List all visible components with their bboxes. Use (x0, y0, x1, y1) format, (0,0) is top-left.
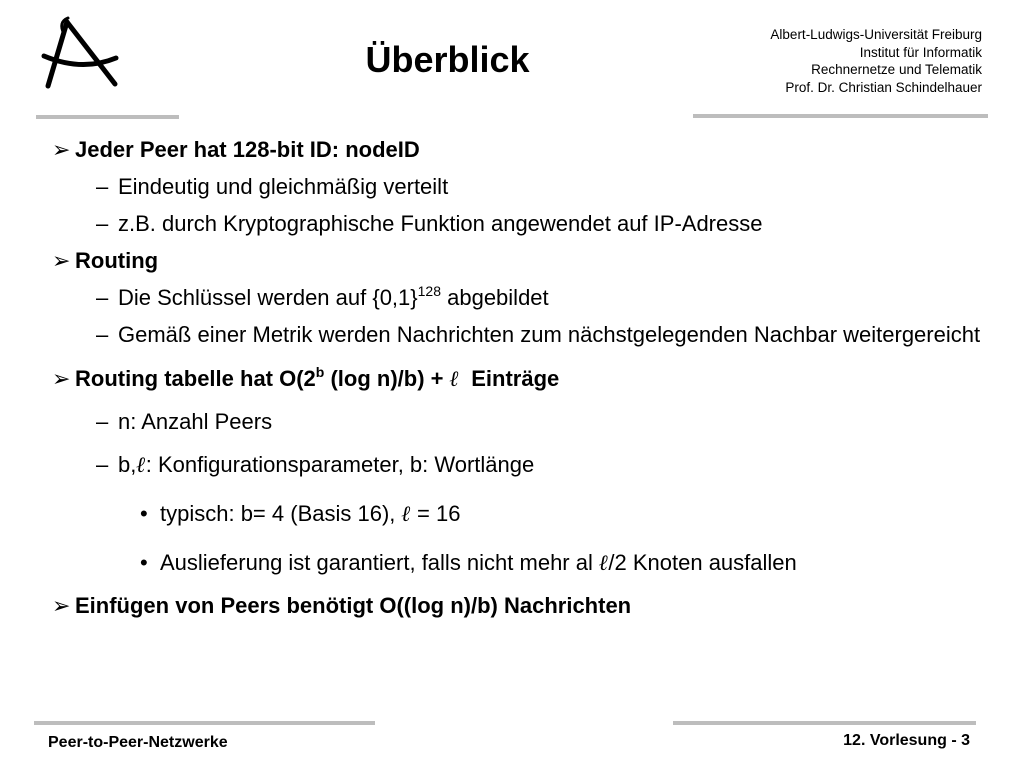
ell-symbol: ℓ (449, 366, 460, 392)
arrow-bullet-icon: ➢ (52, 366, 71, 391)
dash-bullet-icon: – (96, 211, 109, 236)
sub-bullet-distribution-text: Eindeutig und gleichmäßig verteilt (118, 174, 449, 199)
university-name: Albert-Ludwigs-Universität Freiburg (770, 27, 982, 42)
bullet-routing-table (52, 365, 992, 393)
config-text-pre: b, (118, 452, 137, 477)
dot-bullet-icon: • (140, 550, 148, 575)
sub-bullet-crypto-text: z.B. durch Kryptographische Funktion angewendet auf IP-Adresse (118, 211, 763, 236)
sub-bullet-metric (52, 321, 988, 349)
sub-bullet-metric-text: Gemäß einer Metrik werden Nachrichten zum nächstgelegenden Nachbar weitergereicht (118, 322, 981, 347)
institute-name: Institut für Informatik (859, 44, 982, 60)
dash-bullet-icon: – (96, 285, 109, 310)
bullet-insert-peers (52, 592, 992, 620)
dash-bullet-icon: – (96, 452, 109, 477)
slide-content (52, 136, 992, 620)
keys-text-pre: Die Schlüssel werden auf {0,1} (118, 285, 418, 310)
footer-course-title: Peer-to-Peer-Netzwerke (48, 734, 228, 751)
typical-text-pre: typisch: b= 4 (Basis 16), (160, 501, 402, 526)
header-rule-left (36, 115, 179, 119)
bullet-routing (52, 247, 992, 275)
footer-rule-right (673, 721, 976, 725)
dash-bullet-icon: – (96, 174, 109, 199)
dot-bullet-icon: • (140, 501, 148, 526)
sub-sub-bullet-delivery (52, 549, 992, 577)
footer-page-number: 12. Vorlesung - 3 (843, 732, 970, 749)
typical-text-post: = 16 (410, 501, 461, 526)
keys-exponent: 128 (417, 282, 441, 299)
routing-table-text-pre: Routing tabelle hat O(2 (75, 366, 316, 391)
sub-bullet-keys (52, 284, 992, 312)
professor-name: Prof. Dr. Christian Schindelhauer (785, 79, 982, 95)
routing-table-text-post: Einträge (459, 366, 560, 391)
sub-bullet-peers (52, 408, 992, 436)
arrow-bullet-icon: ➢ (52, 137, 71, 162)
sub-bullet-crypto (52, 210, 992, 238)
page-title: Überblick (365, 39, 530, 80)
dash-bullet-icon: – (96, 409, 109, 434)
ell-symbol: ℓ (136, 452, 146, 478)
routing-table-exponent: b (315, 363, 325, 380)
delivery-text-pre: Auslieferung ist garantiert, falls nicht mehr al (160, 550, 599, 575)
footer-rule-left (34, 721, 375, 725)
bullet-nodeid-text: Jeder Peer hat 128-bit ID: nodeID (75, 137, 420, 162)
institution-block (770, 26, 982, 96)
sub-bullet-config (52, 451, 992, 479)
ell-symbol: ℓ (401, 501, 411, 527)
department-name: Rechnernetze und Telematik (811, 62, 982, 77)
dash-bullet-icon: – (96, 322, 109, 347)
sub-bullet-distribution (52, 173, 992, 201)
config-text-post: : Konfigurationsparameter, b: Wortlänge (145, 452, 535, 477)
sub-bullet-peers-text: n: Anzahl Peers (118, 409, 273, 434)
delivery-text-post: /2 Knoten ausfallen (608, 550, 797, 575)
keys-text-post: abgebildet (441, 285, 549, 310)
ell-symbol: ℓ (598, 550, 609, 576)
bullet-nodeid (52, 136, 992, 164)
routing-table-text-mid: (log n)/b) + (324, 366, 450, 391)
arrow-bullet-icon: ➢ (52, 593, 71, 618)
header-rule-right (693, 114, 988, 118)
bullet-insert-peers-text: Einfügen von Peers benötigt O((log n)/b) Nachrichten (75, 593, 632, 618)
bullet-routing-text: Routing (75, 248, 159, 273)
arrow-bullet-icon: ➢ (52, 248, 71, 273)
sub-sub-bullet-typical (52, 500, 992, 528)
